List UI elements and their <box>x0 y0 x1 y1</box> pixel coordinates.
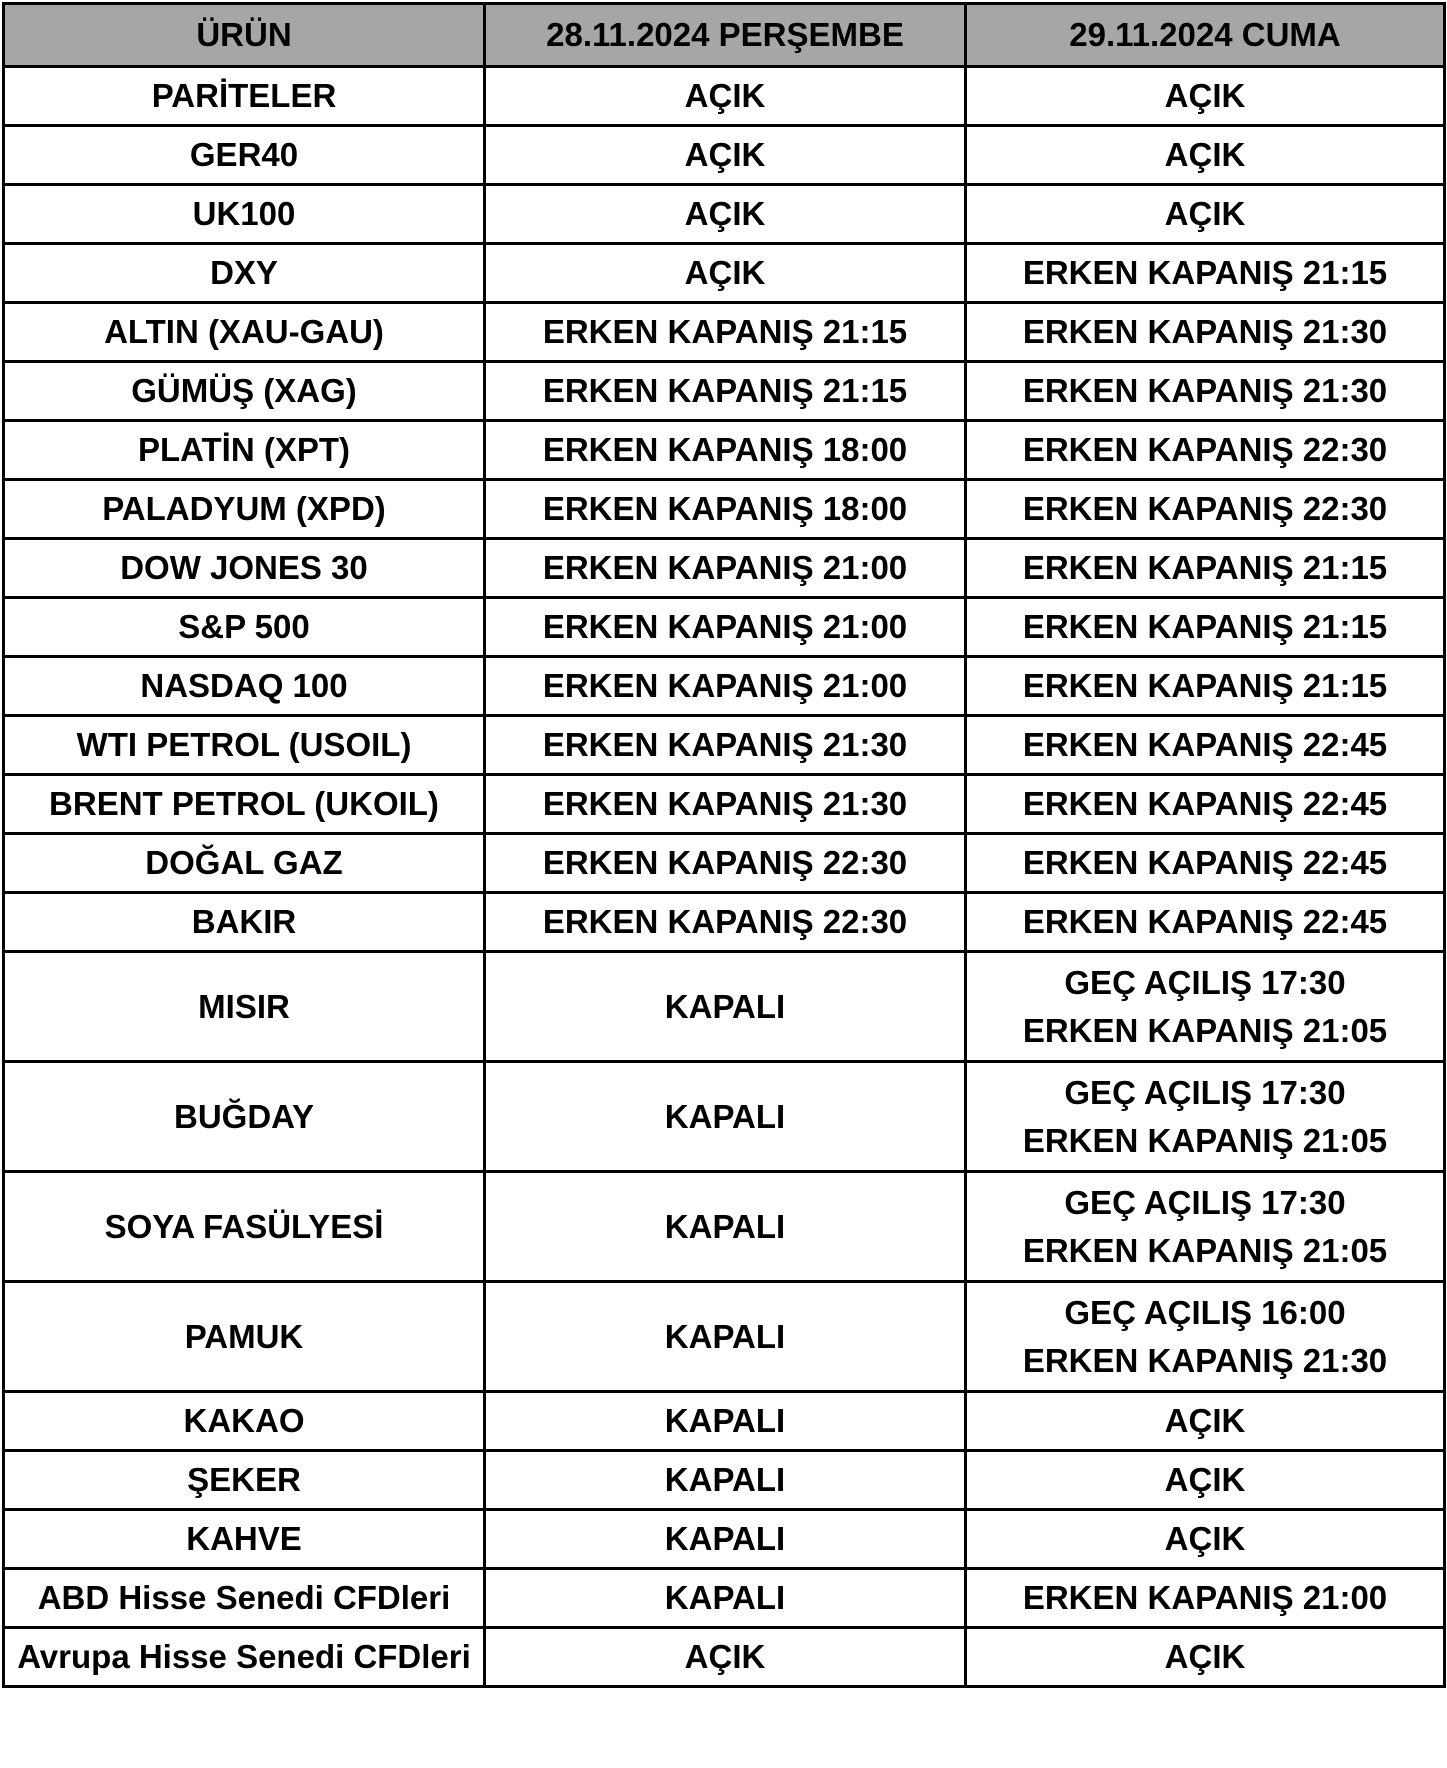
table-row <box>4 1392 1445 1451</box>
status-line: ERKEN KAPANIŞ 22:30 <box>542 903 908 940</box>
status-line: ERKEN KAPANIŞ 22:30 <box>1022 490 1388 527</box>
status-line: ERKEN KAPANIŞ 21:15 <box>1022 549 1388 586</box>
friday-status-cell <box>966 480 1445 539</box>
table-row <box>4 1172 1445 1282</box>
table-row <box>4 775 1445 834</box>
friday-status-cell <box>966 716 1445 775</box>
status-line: ERKEN KAPANIŞ 22:30 <box>542 844 908 881</box>
thursday-status-cell <box>485 421 966 480</box>
thursday-status-cell <box>485 185 966 244</box>
status-line: ERKEN KAPANIŞ 21:00 <box>542 549 908 586</box>
table-body <box>4 67 1445 1687</box>
status-line: AÇIK <box>1164 195 1246 232</box>
thursday-status-cell <box>485 1628 966 1687</box>
table-row <box>4 716 1445 775</box>
status-line: KAPALI <box>664 1402 786 1439</box>
product-cell: KAHVE <box>4 1510 485 1569</box>
thursday-status-cell <box>485 775 966 834</box>
status-line: AÇIK <box>1164 1520 1246 1557</box>
product-cell: DOĞAL GAZ <box>4 834 485 893</box>
table-row <box>4 1062 1445 1172</box>
status-line: GEÇ AÇILIŞ 17:30 <box>1064 1183 1346 1221</box>
thursday-status-cell <box>485 480 966 539</box>
friday-status-cell <box>966 1451 1445 1510</box>
status-line: ERKEN KAPANIŞ 21:15 <box>1022 254 1388 291</box>
table-row <box>4 421 1445 480</box>
friday-status-cell <box>966 657 1445 716</box>
status-line: ERKEN KAPANIŞ 22:45 <box>1022 844 1388 881</box>
friday-status-cell <box>966 598 1445 657</box>
table-row <box>4 1510 1445 1569</box>
table-row <box>4 539 1445 598</box>
status-line: AÇIK <box>1164 1461 1246 1498</box>
product-cell: DOW JONES 30 <box>4 539 485 598</box>
product-cell: PALADYUM (XPD) <box>4 480 485 539</box>
thursday-status-cell <box>485 1510 966 1569</box>
status-line: KAPALI <box>664 1520 786 1557</box>
product-cell: BAKIR <box>4 893 485 952</box>
friday-status-cell <box>966 952 1445 1062</box>
product-cell: ABD Hisse Senedi CFDleri <box>4 1569 485 1628</box>
table-row <box>4 303 1445 362</box>
thursday-status-cell <box>485 539 966 598</box>
status-line: AÇIK <box>1164 1402 1246 1439</box>
product-cell: PLATİN (XPT) <box>4 421 485 480</box>
status-line: ERKEN KAPANIŞ 21:05 <box>1022 1121 1388 1159</box>
status-line: ERKEN KAPANIŞ 22:30 <box>1022 431 1388 468</box>
friday-status-cell <box>966 1569 1445 1628</box>
status-line: ERKEN KAPANIŞ 22:45 <box>1022 785 1388 822</box>
table-row <box>4 1451 1445 1510</box>
header-row <box>4 4 1445 67</box>
status-line: ERKEN KAPANIŞ 21:15 <box>1022 608 1388 645</box>
friday-status-cell <box>966 1628 1445 1687</box>
status-line: ERKEN KAPANIŞ 22:45 <box>1022 903 1388 940</box>
product-cell: BUĞDAY <box>4 1062 485 1172</box>
thursday-status-cell <box>485 716 966 775</box>
status-line: ERKEN KAPANIŞ 21:15 <box>542 372 908 409</box>
thursday-status-cell <box>485 67 966 126</box>
status-line: ERKEN KAPANIŞ 22:45 <box>1022 726 1388 763</box>
thursday-status-cell <box>485 952 966 1062</box>
product-cell: KAKAO <box>4 1392 485 1451</box>
status-line: ERKEN KAPANIŞ 21:30 <box>1022 313 1388 350</box>
status-line: AÇIK <box>1164 1638 1246 1675</box>
product-cell: GER40 <box>4 126 485 185</box>
status-line: ERKEN KAPANIŞ 21:30 <box>542 726 908 763</box>
friday-status-cell <box>966 244 1445 303</box>
status-line: ERKEN KAPANIŞ 21:15 <box>1022 667 1388 704</box>
status-line: ERKEN KAPANIŞ 21:15 <box>542 313 908 350</box>
table-header <box>4 4 1445 67</box>
friday-status-cell <box>966 1510 1445 1569</box>
friday-status-cell <box>966 893 1445 952</box>
table-row <box>4 244 1445 303</box>
thursday-status-cell <box>485 244 966 303</box>
friday-status-cell <box>966 539 1445 598</box>
status-line: AÇIK <box>1164 136 1246 173</box>
friday-status-cell <box>966 303 1445 362</box>
thursday-status-cell <box>485 1172 966 1282</box>
friday-status-cell <box>966 67 1445 126</box>
product-cell: PAMUK <box>4 1282 485 1392</box>
status-line: KAPALI <box>664 1207 786 1245</box>
status-line: GEÇ AÇILIŞ 17:30 <box>1064 963 1346 1001</box>
thursday-status-cell <box>485 126 966 185</box>
product-cell: GÜMÜŞ (XAG) <box>4 362 485 421</box>
status-line: AÇIK <box>684 77 766 114</box>
thursday-status-cell <box>485 1569 966 1628</box>
table-row <box>4 480 1445 539</box>
product-cell: UK100 <box>4 185 485 244</box>
table-row <box>4 1282 1445 1392</box>
table-row <box>4 834 1445 893</box>
friday-status-cell <box>966 775 1445 834</box>
product-cell: BRENT PETROL (UKOIL) <box>4 775 485 834</box>
product-cell: S&P 500 <box>4 598 485 657</box>
status-line: ERKEN KAPANIŞ 21:30 <box>1022 372 1388 409</box>
friday-status-cell <box>966 1172 1445 1282</box>
table-row <box>4 362 1445 421</box>
friday-status-cell <box>966 126 1445 185</box>
friday-status-cell <box>966 1392 1445 1451</box>
status-line: KAPALI <box>664 1579 786 1616</box>
header-product: ÜRÜN <box>4 4 485 67</box>
thursday-status-cell <box>485 657 966 716</box>
status-line: ERKEN KAPANIŞ 21:05 <box>1022 1231 1388 1269</box>
table-row <box>4 1628 1445 1687</box>
status-line: AÇIK <box>1164 77 1246 114</box>
thursday-status-cell <box>485 598 966 657</box>
status-line: ERKEN KAPANIŞ 21:00 <box>542 608 908 645</box>
status-line: KAPALI <box>664 1461 786 1498</box>
friday-status-cell <box>966 421 1445 480</box>
status-line: ERKEN KAPANIŞ 21:00 <box>1022 1579 1388 1616</box>
status-line: ERKEN KAPANIŞ 21:05 <box>1022 1011 1388 1049</box>
product-cell: DXY <box>4 244 485 303</box>
friday-status-cell <box>966 185 1445 244</box>
status-line: KAPALI <box>664 1317 786 1355</box>
status-line: AÇIK <box>684 136 766 173</box>
thursday-status-cell <box>485 834 966 893</box>
trading-hours-table <box>2 2 1446 1688</box>
table-row <box>4 185 1445 244</box>
product-cell: Avrupa Hisse Senedi CFDleri <box>4 1628 485 1687</box>
product-cell: NASDAQ 100 <box>4 657 485 716</box>
status-line: ERKEN KAPANIŞ 21:30 <box>542 785 908 822</box>
thursday-status-cell <box>485 893 966 952</box>
product-cell: SOYA FASÜLYESİ <box>4 1172 485 1282</box>
status-line: GEÇ AÇILIŞ 16:00 <box>1064 1293 1346 1331</box>
friday-status-cell <box>966 362 1445 421</box>
thursday-status-cell <box>485 1392 966 1451</box>
friday-status-cell <box>966 1062 1445 1172</box>
status-line: ERKEN KAPANIŞ 21:00 <box>542 667 908 704</box>
status-line: KAPALI <box>664 987 786 1025</box>
status-line: GEÇ AÇILIŞ 17:30 <box>1064 1073 1346 1111</box>
thursday-status-cell <box>485 303 966 362</box>
table-row <box>4 893 1445 952</box>
header-friday: 29.11.2024 CUMA <box>966 4 1445 67</box>
status-line: AÇIK <box>684 195 766 232</box>
table-row <box>4 67 1445 126</box>
status-line: AÇIK <box>684 254 766 291</box>
table-row <box>4 952 1445 1062</box>
status-line: AÇIK <box>684 1638 766 1675</box>
status-line: ERKEN KAPANIŞ 21:30 <box>1022 1341 1388 1379</box>
thursday-status-cell <box>485 1282 966 1392</box>
table-row <box>4 1569 1445 1628</box>
product-cell: ŞEKER <box>4 1451 485 1510</box>
friday-status-cell <box>966 1282 1445 1392</box>
table-row <box>4 126 1445 185</box>
thursday-status-cell <box>485 1062 966 1172</box>
table-row <box>4 598 1445 657</box>
table-row <box>4 657 1445 716</box>
friday-status-cell <box>966 834 1445 893</box>
product-cell: MISIR <box>4 952 485 1062</box>
product-cell: PARİTELER <box>4 67 485 126</box>
thursday-status-cell <box>485 1451 966 1510</box>
thursday-status-cell <box>485 362 966 421</box>
header-thursday: 28.11.2024 PERŞEMBE <box>485 4 966 67</box>
status-line: ERKEN KAPANIŞ 18:00 <box>542 490 908 527</box>
product-cell: ALTIN (XAU-GAU) <box>4 303 485 362</box>
status-line: ERKEN KAPANIŞ 18:00 <box>542 431 908 468</box>
schedule-sheet <box>2 2 1443 1688</box>
status-line: KAPALI <box>664 1097 786 1135</box>
product-cell: WTI PETROL (USOIL) <box>4 716 485 775</box>
